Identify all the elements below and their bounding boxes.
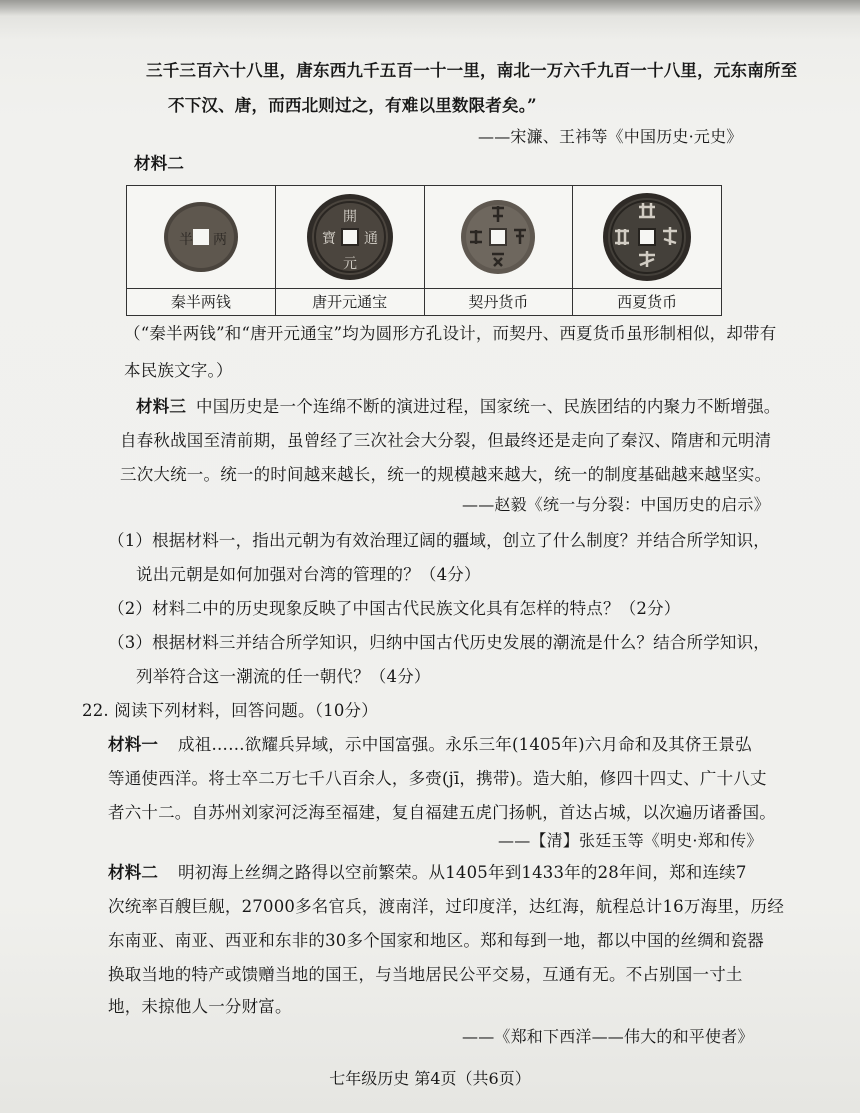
coin-cell-qin xyxy=(127,186,276,315)
material3-label: 材料三 xyxy=(136,397,187,416)
svg-text:寶: 寶 xyxy=(321,231,336,247)
q22-material2-line-5: 地，未掠他人一分财富。 xyxy=(108,997,292,1016)
q22-material1-label: 材料一 xyxy=(108,735,159,754)
material3-source: ——赵毅《统一与分裂：中国历史的启示》 xyxy=(462,495,770,514)
svg-text:通: 通 xyxy=(363,231,378,247)
material1-source: ——宋濂、王祎等《中国历史·元史》 xyxy=(478,127,743,146)
coin-cell-tang xyxy=(276,186,425,315)
qin-banliang-coin-icon xyxy=(151,192,251,282)
q22-material2-source: ——《郑和下西洋——伟大的和平使者》 xyxy=(462,1027,754,1046)
q22-material2-line-4: 换取当地的特产或馈赠当地的国王，与当地居民公平交易，互通有无。不占别国一寸土 xyxy=(108,965,743,984)
q22-material1-source: ——【清】张廷玉等《明史·郑和传》 xyxy=(498,831,763,850)
coin-label-tang: 唐开元通宝 xyxy=(312,293,388,311)
material1-line-2: 不下汉、唐，而西北则过之，有难以里数限者矣。” xyxy=(168,96,537,115)
material2-note-line-1: （“秦半两钱”和“唐开元通宝”均为圆形方孔设计，而契丹、西夏货币虽形制相似，却带有 xyxy=(124,324,777,343)
page-footer: 七年级历史 第4页（共6页） xyxy=(329,1069,531,1088)
coin-cell-khitan xyxy=(425,186,574,315)
material3-line-3: 三次大统一。统一的时间越来越长，统一的规模越来越大，统一的制度基础越来越坚实。 xyxy=(120,465,772,484)
coin-label-qin: 秦半两钱 xyxy=(170,293,231,311)
material2-note-line-2: 本民族文字。） xyxy=(124,361,233,380)
svg-text:元: 元 xyxy=(342,256,357,272)
q22-material2-line-2: 次统率百艘巨舰，27000多名官兵，渡南洋，过印度洋，达红海，航程总计16万海里，历经 xyxy=(108,897,785,916)
q22-material1-line-2: 等通使西洋。将士卒二万七千八百余人，多赍(jī，携带)。造大舶，修四十四丈、广十八丈 xyxy=(108,769,767,788)
q22-material2-label: 材料二 xyxy=(108,863,159,882)
scan-shadow xyxy=(0,0,860,16)
xixia-coin-icon xyxy=(597,189,697,285)
material3-line-1: 中国历史是一个连绵不断的演进过程，国家统一、民族团结的内聚力不断增强。 xyxy=(196,397,781,416)
material3-line-2: 自春秋战国至清前期，虽曾经了三次社会大分裂，但最终还是走向了秦汉、隋唐和元明清 xyxy=(120,431,772,450)
question-22-heading: 22. 阅读下列材料，回答问题。（10分） xyxy=(82,701,378,720)
question-3-line-2: 列举符合这一潮流的任一朝代？（4分） xyxy=(136,667,431,686)
material1-line-1: 三千三百六十八里，唐东西九千五百一十一里，南北一万六千九百一十八里，元东南所至 xyxy=(146,61,798,80)
question-3-line-1: （3）根据材料三并结合所学知识，归纳中国古代历史发展的潮流是什么？结合所学知识， xyxy=(108,633,770,652)
question-2: （2）材料二中的历史现象反映了中国古代民族文化具有怎样的特点？（2分） xyxy=(108,599,681,618)
q22-material1-line-1: 成祖……欲耀兵异域，示中国富强。永乐三年(1405年)六月命和及其侪王景弘 xyxy=(178,735,752,754)
coin-cell-xixia xyxy=(573,186,721,315)
svg-text:半: 半 xyxy=(178,232,193,248)
q22-material2-line-1: 明初海上丝绸之路得以空前繁荣。从1405年到1433年的28年间，郑和连续7 xyxy=(178,863,747,882)
q22-material1-line-3: 者六十二。自苏州刘家河泛海至福建，复自福建五虎门扬帆，首达占城，以次遍历诸番国。 xyxy=(108,803,776,822)
q22-material2-line-3: 东南亚、南亚、西亚和东非的30多个国家和地区。郑和每到一地，都以中国的丝绸和瓷器 xyxy=(108,931,764,950)
question-1-line-1: （1）根据材料一，指出元朝为有效治理辽阔的疆域，创立了什么制度？并结合所学知识， xyxy=(108,531,770,550)
khitan-coin-icon xyxy=(448,192,548,282)
coin-label-xixia: 西夏货币 xyxy=(617,293,678,311)
svg-text:開: 開 xyxy=(342,209,357,225)
kaiyuan-tongbao-coin-icon xyxy=(300,189,400,285)
material2-title: 材料二 xyxy=(134,154,185,173)
question-1-line-2: 说出元朝是如何加强对台湾的管理的？（4分） xyxy=(136,565,481,584)
svg-text:两: 两 xyxy=(212,232,227,248)
coin-table xyxy=(126,185,722,316)
coin-label-khitan: 契丹货币 xyxy=(468,293,529,311)
